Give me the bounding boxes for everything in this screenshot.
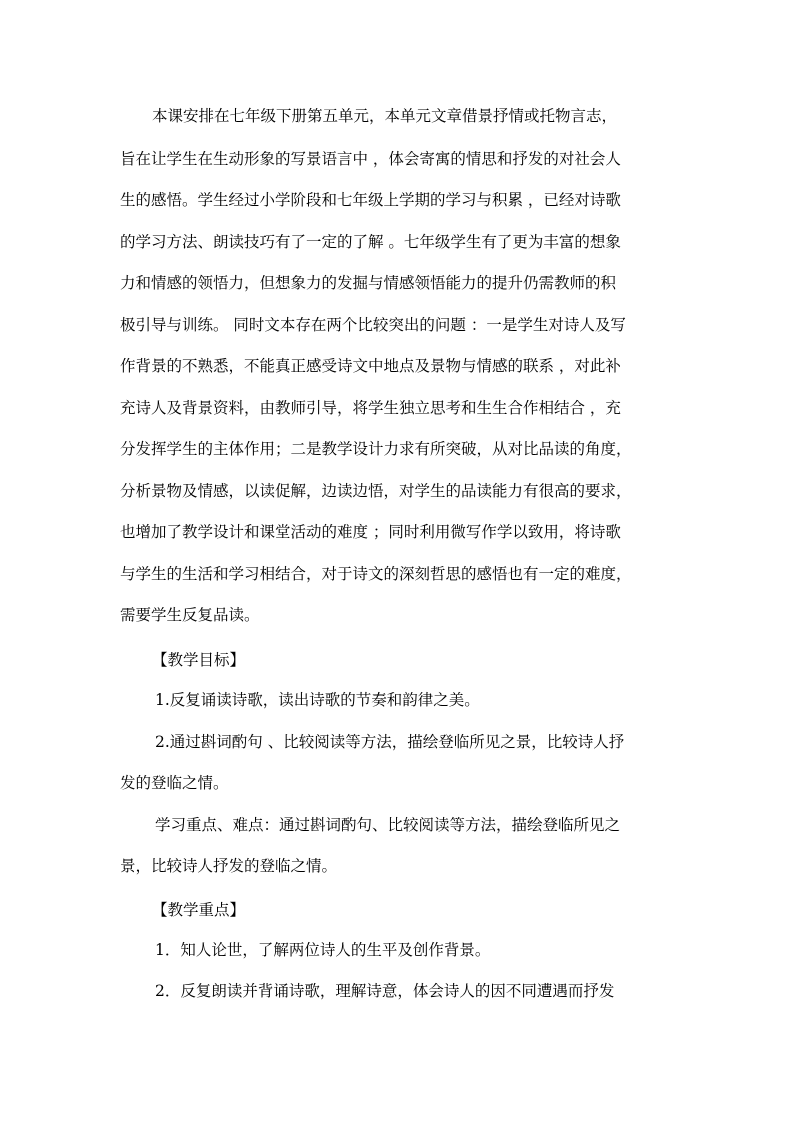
key-point-item-1: 1．知人论世，了解两位诗人的生平及创作背景。: [155, 941, 491, 959]
intro-line-13: 需要学生反复品读。: [120, 606, 260, 624]
intro-line-5: 力和情感的领悟力，但想象力的发掘与情感领悟能力的提升仍需教师的积: [120, 274, 617, 292]
key-point-item-2: 2．反复朗读并背诵诗歌，理解诗意，体会诗人的因不同遭遇而抒发: [155, 982, 615, 1000]
intro-line-7: 作背景的不熟悉，不能真正感受诗文中地点及景物与情感的联系 ，对此补: [120, 357, 621, 375]
intro-line-6: 极引导与训练。 同时文本存在两个比较突出的问题 ：一是学生对诗人及写: [120, 316, 626, 334]
intro-line-3: 生的感悟。学生经过小学阶段和七年级上学期的学习与积累 ，已经对诗歌: [120, 191, 621, 209]
objectives-heading: 【教学目标】: [152, 651, 246, 669]
intro-line-1: 本课安排在七年级下册第五单元，本单元文章借景抒情或托物言志，: [152, 107, 618, 125]
intro-line-11: 也增加了教学设计和课堂活动的难度 ；同时利用微写作学以致用，将诗歌: [120, 523, 621, 541]
objective-item-2-line-1: 2.通过斟词酌句 、比较阅读等方法，描绘登临所见之景，比较诗人抒: [155, 733, 625, 751]
intro-line-2: 旨在让学生在生动形象的写景语言中 ，体会寄寓的情思和抒发的对社会人: [120, 150, 621, 168]
intro-line-9: 分发挥学生的主体作用；二是教学设计力求有所突破，从对比品读的角度，: [120, 440, 632, 458]
key-difficult-line-1: 学习重点、难点：通过斟词酌句、比较阅读等方法，描绘登临所见之: [155, 816, 621, 834]
intro-line-12: 与学生的生活和学习相结合，对于诗文的深刻哲思的感悟也有一定的难度，: [120, 565, 632, 583]
objective-item-1: 1.反复诵读诗歌，读出诗歌的节奏和韵律之美。: [155, 691, 480, 709]
key-points-heading: 【教学重点】: [152, 901, 246, 919]
intro-line-10: 分析景物及情感，以读促解，边读边悟，对学生的品读能力有很高的要求，: [120, 482, 632, 500]
intro-line-4: 的学习方法、朗读技巧有了一定的了解 。七年级学生有了更为丰富的想象: [120, 233, 621, 251]
key-difficult-line-2: 景，比较诗人抒发的登临之情。: [120, 857, 338, 875]
intro-line-8: 充诗人及背景资料，由教师引导，将学生独立思考和生生合作相结合 ，充: [120, 399, 621, 417]
objective-item-2-line-2: 发的登临之情。: [120, 774, 229, 792]
